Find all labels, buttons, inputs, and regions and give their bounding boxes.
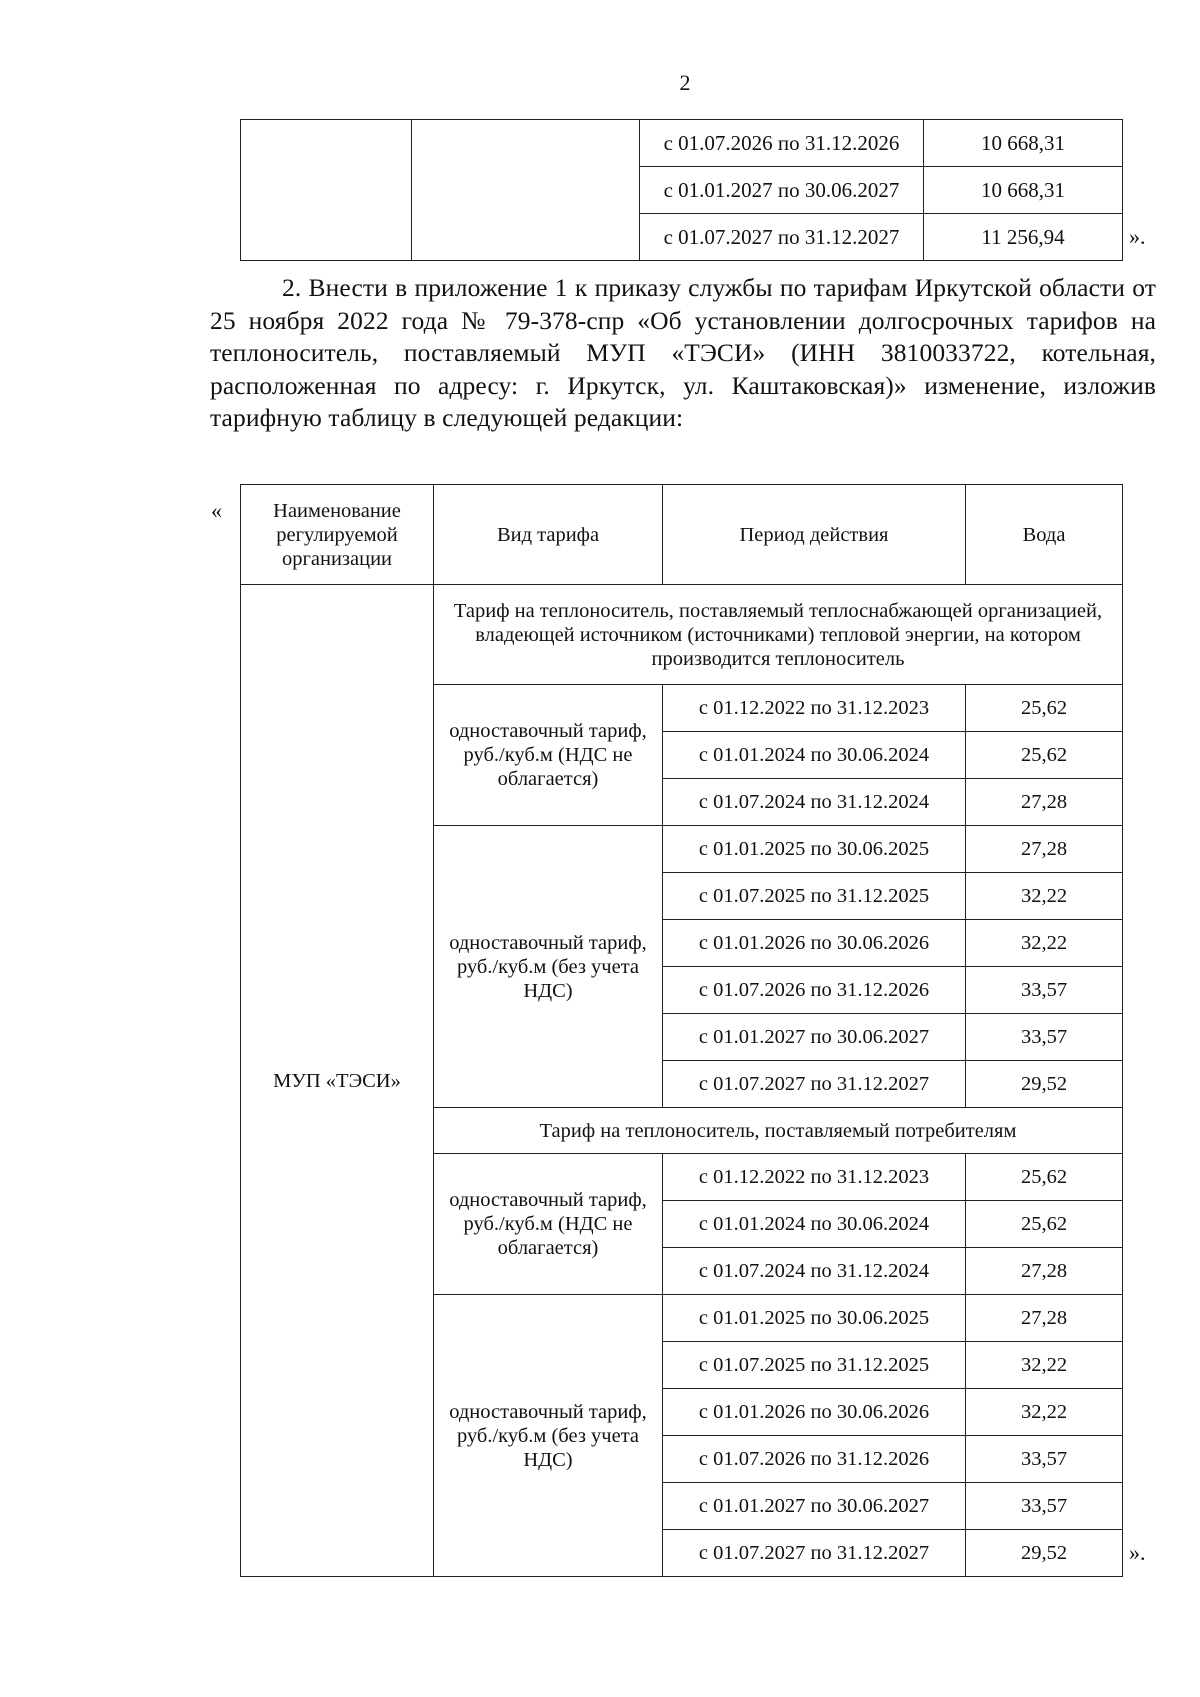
period-cell: с 01.01.2024 по 30.06.2024: [663, 1201, 966, 1248]
value-cell: 33,57: [966, 967, 1123, 1014]
spacer-cell: [1123, 120, 1153, 167]
spacer-cell: [1123, 1248, 1153, 1295]
value-cell: 33,57: [966, 1483, 1123, 1530]
value-cell: 32,22: [966, 873, 1123, 920]
period-cell: с 01.07.2025 по 31.12.2025: [663, 1342, 966, 1389]
continuation-table: [240, 119, 1153, 261]
period-cell: с 01.07.2024 по 31.12.2024: [663, 1248, 966, 1295]
spacer-cell: [1123, 1389, 1153, 1436]
header-org: Наименование регулируемой организации: [241, 485, 434, 585]
spacer-cell: [1123, 585, 1153, 685]
period-cell: с 01.12.2022 по 31.12.2023: [663, 685, 966, 732]
period-cell: с 01.07.2024 по 31.12.2024: [663, 779, 966, 826]
period-cell: с 01.01.2025 по 30.06.2025: [663, 1295, 966, 1342]
value-cell: 29,52: [966, 1061, 1123, 1108]
spacer-cell: [1123, 1061, 1153, 1108]
spacer-cell: [1123, 1014, 1153, 1061]
table1-close-quote: ».: [1123, 214, 1153, 261]
period-cell: с 01.07.2026 по 31.12.2026: [663, 967, 966, 1014]
period-cell: с 01.01.2027 по 30.06.2027: [640, 167, 924, 214]
tariff-type-cell: одноставочный тариф, руб./куб.м (без учета НДС): [434, 826, 663, 1108]
empty-cell: [241, 120, 412, 261]
value-cell: 25,62: [966, 732, 1123, 779]
table2-open-quote: «: [211, 498, 222, 523]
value-cell: 10 668,31: [924, 120, 1123, 167]
period-cell: с 01.07.2026 по 31.12.2026: [640, 120, 924, 167]
value-cell: 27,28: [966, 826, 1123, 873]
tariff-type-cell: одноставочный тариф, руб./куб.м (НДС не облагается): [434, 1154, 663, 1295]
spacer-cell: [1123, 167, 1153, 214]
tariff-table: [240, 484, 1153, 1577]
table-header-row: [241, 485, 1153, 585]
value-cell: 27,28: [966, 779, 1123, 826]
value-cell: 33,57: [966, 1014, 1123, 1061]
value-cell: 33,57: [966, 1436, 1123, 1483]
spacer-cell: [1123, 920, 1153, 967]
value-cell: 27,28: [966, 1248, 1123, 1295]
spacer-cell: [1123, 1108, 1153, 1154]
value-cell: 25,62: [966, 685, 1123, 732]
spacer-cell: [1123, 1201, 1153, 1248]
amendment-paragraph: 2. Внести в приложение 1 к приказу службы по тарифам Иркутской области от 25 ноября 2022 года № 79-378-спр «Об установлении долгосрочных тарифов на теплоноситель, поставляемый МУП «ТЭСИ» (ИНН 3810033722, котельная, расположенная по адресу: г. Иркутск, ул. Каштаковская)» изменение, изложив тарифную таблицу в следующей редакции:: [210, 273, 1156, 433]
period-cell: с 01.07.2027 по 31.12.2027: [640, 214, 924, 261]
header-tariff-type: Вид тарифа: [434, 485, 663, 585]
period-cell: с 01.07.2027 по 31.12.2027: [663, 1530, 966, 1577]
header-water: Вода: [966, 485, 1123, 585]
value-cell: 25,62: [966, 1154, 1123, 1201]
spacer-cell: [1123, 873, 1153, 920]
value-cell: 25,62: [966, 1201, 1123, 1248]
table-row: [241, 120, 1153, 167]
spacer-cell: [1123, 779, 1153, 826]
value-cell: 11 256,94: [924, 214, 1123, 261]
section1-title: Тариф на теплоноситель, поставляемый теплоснабжающей организацией, владеющей источником (источниками) тепловой энергии, на котором производится теплоноситель: [434, 585, 1123, 685]
period-cell: с 01.01.2024 по 30.06.2024: [663, 732, 966, 779]
spacer-cell: [1123, 1342, 1153, 1389]
value-cell: 29,52: [966, 1530, 1123, 1577]
value-cell: 10 668,31: [924, 167, 1123, 214]
spacer-cell: [1123, 1483, 1153, 1530]
section2-title: Тариф на теплоноситель, поставляемый потребителям: [434, 1108, 1123, 1154]
value-cell: 32,22: [966, 1342, 1123, 1389]
period-cell: с 01.01.2027 по 30.06.2027: [663, 1014, 966, 1061]
spacer-cell: [1123, 685, 1153, 732]
spacer-cell: [1123, 732, 1153, 779]
tariff-type-cell: одноставочный тариф, руб./куб.м (НДС не облагается): [434, 685, 663, 826]
period-cell: с 01.12.2022 по 31.12.2023: [663, 1154, 966, 1201]
value-cell: 27,28: [966, 1295, 1123, 1342]
tariff-type-cell: одноставочный тариф, руб./куб.м (без учета НДС): [434, 1295, 663, 1577]
spacer-cell: [1123, 826, 1153, 873]
spacer-cell: [1123, 1436, 1153, 1483]
period-cell: с 01.01.2026 по 30.06.2026: [663, 920, 966, 967]
period-cell: с 01.07.2027 по 31.12.2027: [663, 1061, 966, 1108]
empty-cell: [412, 120, 640, 261]
spacer-cell: [1123, 1154, 1153, 1201]
spacer-cell: [1123, 967, 1153, 1014]
page-number: 2: [679, 70, 691, 95]
header-period: Период действия: [663, 485, 966, 585]
period-cell: с 01.01.2026 по 30.06.2026: [663, 1389, 966, 1436]
value-cell: 32,22: [966, 1389, 1123, 1436]
period-cell: с 01.01.2025 по 30.06.2025: [663, 826, 966, 873]
period-cell: с 01.01.2027 по 30.06.2027: [663, 1483, 966, 1530]
period-cell: с 01.07.2026 по 31.12.2026: [663, 1436, 966, 1483]
spacer-cell: [1123, 485, 1153, 585]
org-name-cell: МУП «ТЭСИ»: [241, 585, 434, 1577]
period-cell: с 01.07.2025 по 31.12.2025: [663, 873, 966, 920]
table2-close-quote: ».: [1123, 1530, 1153, 1577]
value-cell: 32,22: [966, 920, 1123, 967]
spacer-cell: [1123, 1295, 1153, 1342]
section-row: [241, 585, 1153, 685]
